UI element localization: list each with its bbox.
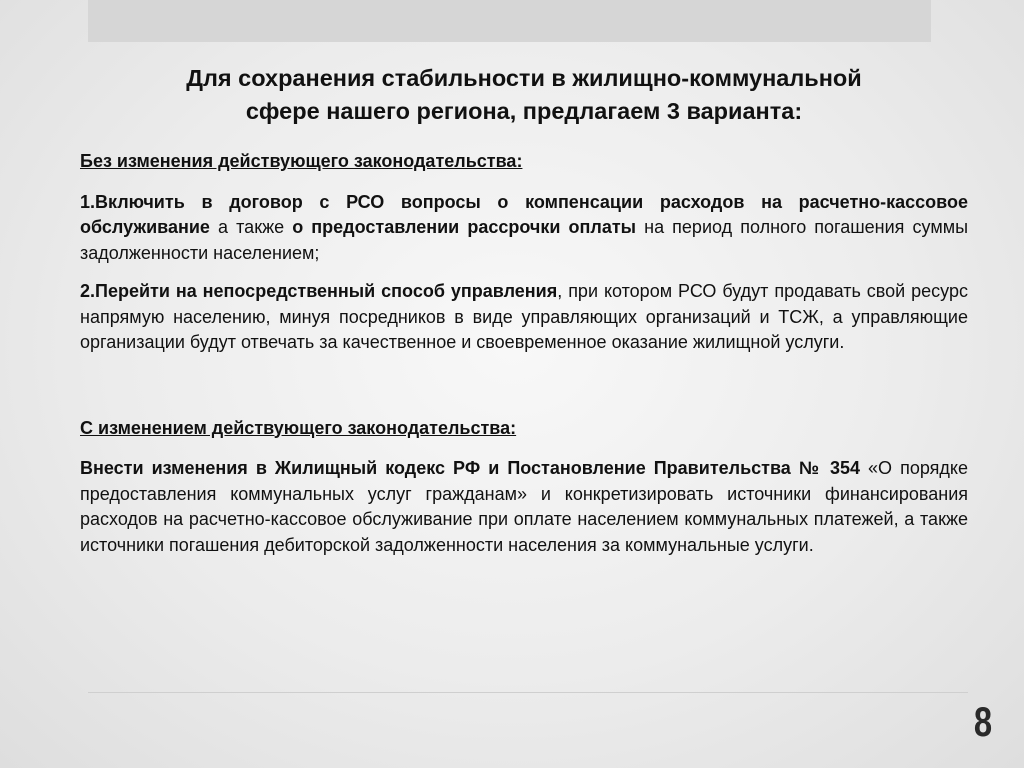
slide-title-line-2: сфере нашего региона, предлагаем 3 варианта:: [245, 98, 803, 124]
section-spacer: [80, 369, 968, 416]
section-heading-with-changes: С изменением действующего законодательства:: [80, 417, 517, 438]
option-1-bold-lead: 1.Включить в договор с РСО вопросы о компенсации расходов на расчетно-кассовое обслуживание: [80, 191, 968, 237]
header-bar: [88, 0, 931, 42]
option-1-bold-installment: о предоставлении рассрочки оплаты: [292, 217, 637, 237]
option-2-bold-lead: 2.Перейти на непосредственный способ управления: [80, 281, 558, 301]
option-3-bold-lead: Внести изменения в Жилищный кодекс РФ и Постановление Правительства № 354: [80, 458, 861, 478]
section-heading-without-changes: Без изменения действующего законодательства:: [80, 151, 523, 171]
slide-content: [80, 149, 968, 571]
option-1-text-a: а также: [209, 217, 293, 237]
option-3-text: «О порядке предоставления коммунальных услуг гражданам» и конкретизировать источники финансирования расходов на расчетно-кассовое обслуживание при оплате населением коммунальных платежей, а также источники погашения дебиторской задолженности населения за коммунальные услуги.: [80, 458, 968, 555]
option-2-text: , при котором РСО будут продавать свой ресурс напрямую населению, минуя посредников в виде управляющих организаций и ТСЖ, а управляющие организации будут отвечать за качественное и своевременное оказание жилищной услуги.: [80, 281, 968, 352]
option-2-paragraph: [80, 279, 968, 356]
option-3-paragraph: [80, 456, 968, 558]
slide-title-line-1: Для сохранения стабильности в жилищно-коммунальной: [186, 65, 862, 91]
option-1-text-b: на период полного погашения суммы задолженности населением;: [80, 217, 969, 263]
option-1-paragraph: [80, 190, 968, 267]
footer-divider: [88, 692, 968, 693]
page-number: 8: [973, 698, 993, 745]
slide-title: [80, 62, 968, 128]
